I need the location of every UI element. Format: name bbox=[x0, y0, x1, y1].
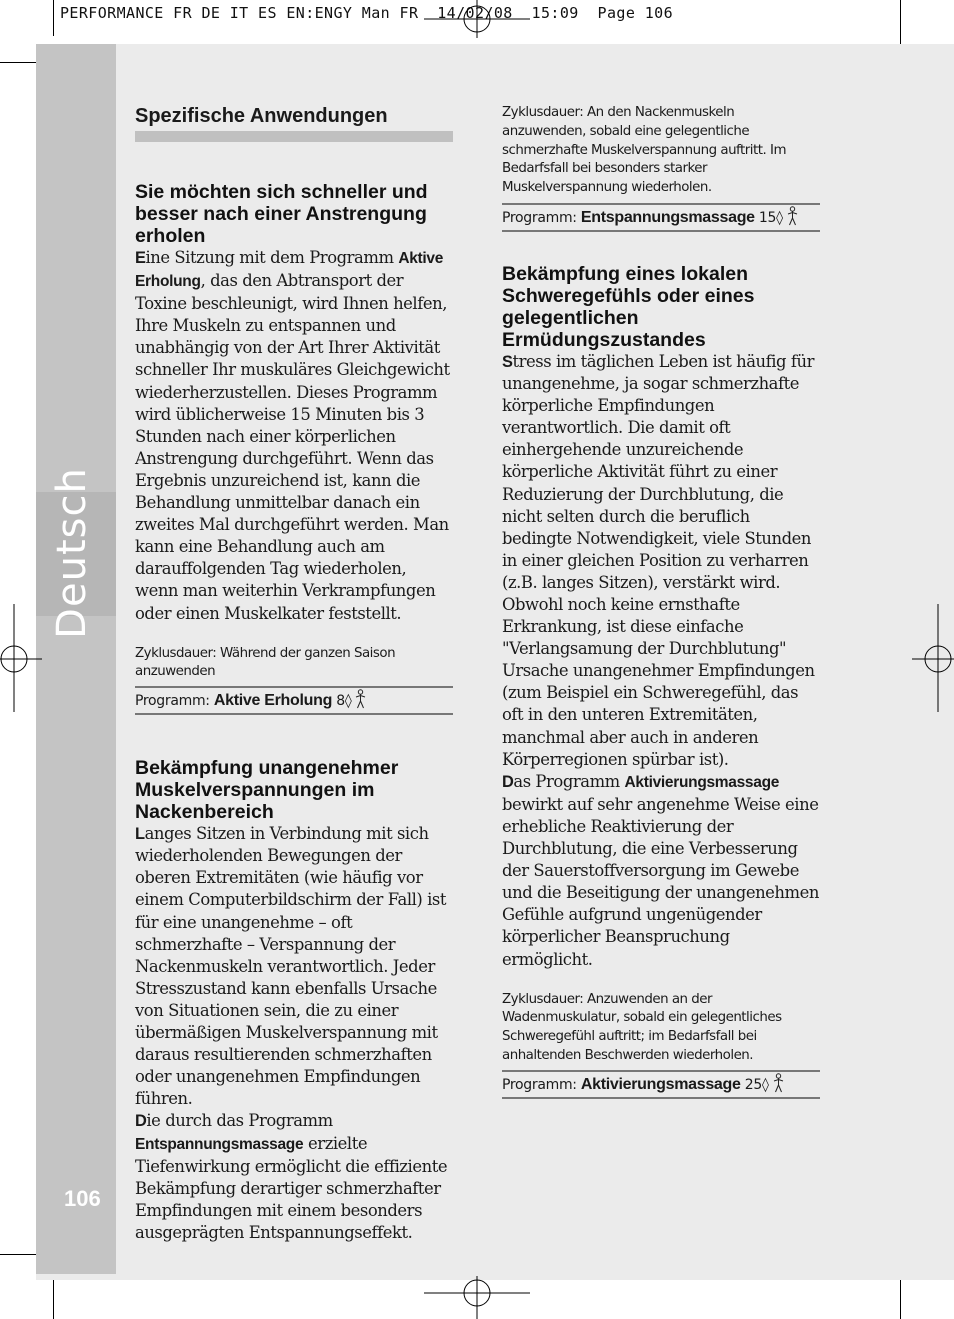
program-duration: 8◊ bbox=[332, 693, 352, 710]
program-line-neck bbox=[502, 203, 820, 232]
dropcap: E bbox=[135, 249, 146, 267]
dropcap: L bbox=[135, 825, 145, 844]
text: bewirkt auf sehr angenehme Weise eine erhebliche Reaktivierung der Durchblutung, die eine Verbesserung der Sauerstoffversorgung im Gewebe und die Beseitigung der unangenehmen Gefühle aufgrund ungenügender körperlicher Beanspruchung ermöglicht. bbox=[502, 794, 819, 969]
right-column bbox=[502, 104, 820, 1099]
cycle-duration-neck: Zyklusdauer: An den Nackenmuskeln anzuwenden, sobald eine gelegentliche schmerzhafte Muskelverspannung auftritt. Im Bedarfsfall bei besonders starker Muskelverspannung wiederholen. bbox=[502, 105, 787, 196]
heading-neck: Bekämpfung unangenehmer Muskelverspannungen im Nackenbereich bbox=[135, 757, 399, 824]
section-title: Spezifische Anwendungen bbox=[135, 104, 453, 142]
program-duration: 25◊ bbox=[740, 1076, 769, 1093]
registration-mark-right-icon bbox=[912, 604, 954, 712]
program-label: Programm: bbox=[502, 209, 581, 226]
standing-figure-icon bbox=[772, 1073, 785, 1093]
language-label: Deutsch bbox=[49, 467, 95, 639]
page-number: 106 bbox=[64, 1186, 101, 1211]
paragraph-recovery bbox=[135, 247, 453, 625]
program-name-inline: Entspannungsmassage bbox=[135, 1135, 304, 1153]
text: as Programm bbox=[513, 771, 625, 791]
program-line-recovery bbox=[135, 686, 453, 715]
program-label: Programm: bbox=[135, 693, 214, 710]
paragraph-heaviness-2 bbox=[502, 771, 820, 971]
standing-figure-icon bbox=[786, 206, 799, 226]
program-name: Aktive Erholung bbox=[213, 692, 333, 710]
text: anges Sitzen in Verbindung mit sich wiederholenden Bewegungen der oberen Extremitäten (wie häufig vor einem Computerbildschirm der Fall) ist für eine unangenehme – oft schmerzhafte – Verspannung der Nackenmuskeln verantwortlich. Jeder Stresszustand kann ebenfalls Ursache von Situationen sein, die zu einer übermäßigen Muskelverspannung mit daraus resultierenden schmerzhaften oder unangenehmen Empfindungen führen. bbox=[135, 824, 447, 1109]
registration-mark-top-icon bbox=[424, 0, 530, 38]
left-column bbox=[135, 104, 453, 1244]
cycle-duration-heaviness: Zyklusdauer: Anzuwenden an der Wadenmuskulatur, sobald ein gelegentliches Schweregefühl auftritt; im Bedarfsfall bei anhaltenden Beschwerden wiederholen. bbox=[502, 991, 782, 1063]
text: tress im täglichen Leben ist häufig für unangenehme, ja sogar schmerzhafte körperliche Empfindungen verantwortlich. Die damit oft einhergehende unzureichende körperliche Aktivität führt zu einer Reduzierung der Durchblutung, die nicht selten durch die beruflich bedingte Notwendigkeit, viele Stunden in einer gleichen Position zu verharren (z.B. langes Sitzen), verstärkt wird. Obwohl noch keine ernsthafte Erkrankung, ist diese einfache "Verlangsamung der Durchblutung" Ursache unangenehmer Empfindungen (zum Beispiel ein Schweregefühl, das oft in den unteren Extremitäten, manchmal aber auch in anderen Körperregionen spürbar ist). bbox=[502, 351, 815, 769]
paragraph-heaviness-1 bbox=[502, 351, 820, 771]
cycle-duration-recovery: Zyklusdauer: Während der ganzen Saison anzuwenden bbox=[135, 645, 396, 680]
dropcap: S bbox=[502, 352, 513, 371]
program-name: Entspannungsmassage bbox=[580, 208, 755, 226]
heading-recovery: Sie möchten sich schneller und besser nach einer Anstrengung erholen bbox=[135, 181, 428, 247]
program-duration: 15◊ bbox=[754, 209, 783, 226]
sidebar bbox=[36, 44, 116, 1274]
print-slug: PERFORMANCE FR DE IT ES EN:ENGY Man FR 14/02/08 15:09 Page 106 bbox=[60, 4, 673, 22]
dropcap: D bbox=[502, 772, 514, 791]
crop-mark-tr-v bbox=[900, 0, 901, 50]
crop-mark-tl-v bbox=[53, 0, 54, 36]
text: ine Sitzung mit dem Programm bbox=[145, 248, 399, 267]
registration-mark-left-icon bbox=[0, 604, 42, 712]
dropcap: D bbox=[135, 1112, 147, 1131]
program-name-inline: Aktivierungsmassage bbox=[624, 773, 780, 791]
registration-mark-bottom-icon bbox=[424, 1276, 530, 1319]
program-name: Aktivierungsmassage bbox=[580, 1075, 741, 1093]
heading-heaviness: Bekämpfung eines lokalen Schweregefühls oder eines gelegentlichen Ermüdungszustandes bbox=[502, 262, 755, 351]
text: ie durch das Programm bbox=[146, 1111, 333, 1131]
standing-figure-icon bbox=[354, 689, 367, 709]
paragraph-neck-1 bbox=[135, 823, 453, 1110]
paragraph-neck-2 bbox=[135, 1110, 453, 1244]
program-line-heaviness bbox=[502, 1070, 820, 1099]
program-name-inline: Aktive Erholung bbox=[135, 250, 444, 291]
text: erzielte Tiefenwirkung ermöglicht die effiziente Bekämpfung derartiger schmerzhafter Empfindungen mit einem besonders ausgeprägten Entspannungseffekt. bbox=[135, 1133, 448, 1242]
program-label: Programm: bbox=[502, 1076, 581, 1093]
text: , das den Abtransport der Toxine beschleunigt, wird Ihnen helfen, Ihre Muskeln zu entspannen und unabhängig von der Art Ihrer Aktivität schneller Ihr muskuläres Gleichgewicht wiederherzustellen. Dieses Programm wird üblicherweise 15 Minuten bis 3 Stunden nach einer körperlichen Anstrengung durchgeführt. Wenn das Ergebnis unzureichend ist, kann die Behandlung unmittelbar danach ein zweites Mal durchgeführt werden. Man kann eine Behandlung auch am darauffolgenden Tag wiederholen, wenn man weiterhin Verkrampfungen oder einen Muskelkater feststellt. bbox=[135, 271, 450, 623]
